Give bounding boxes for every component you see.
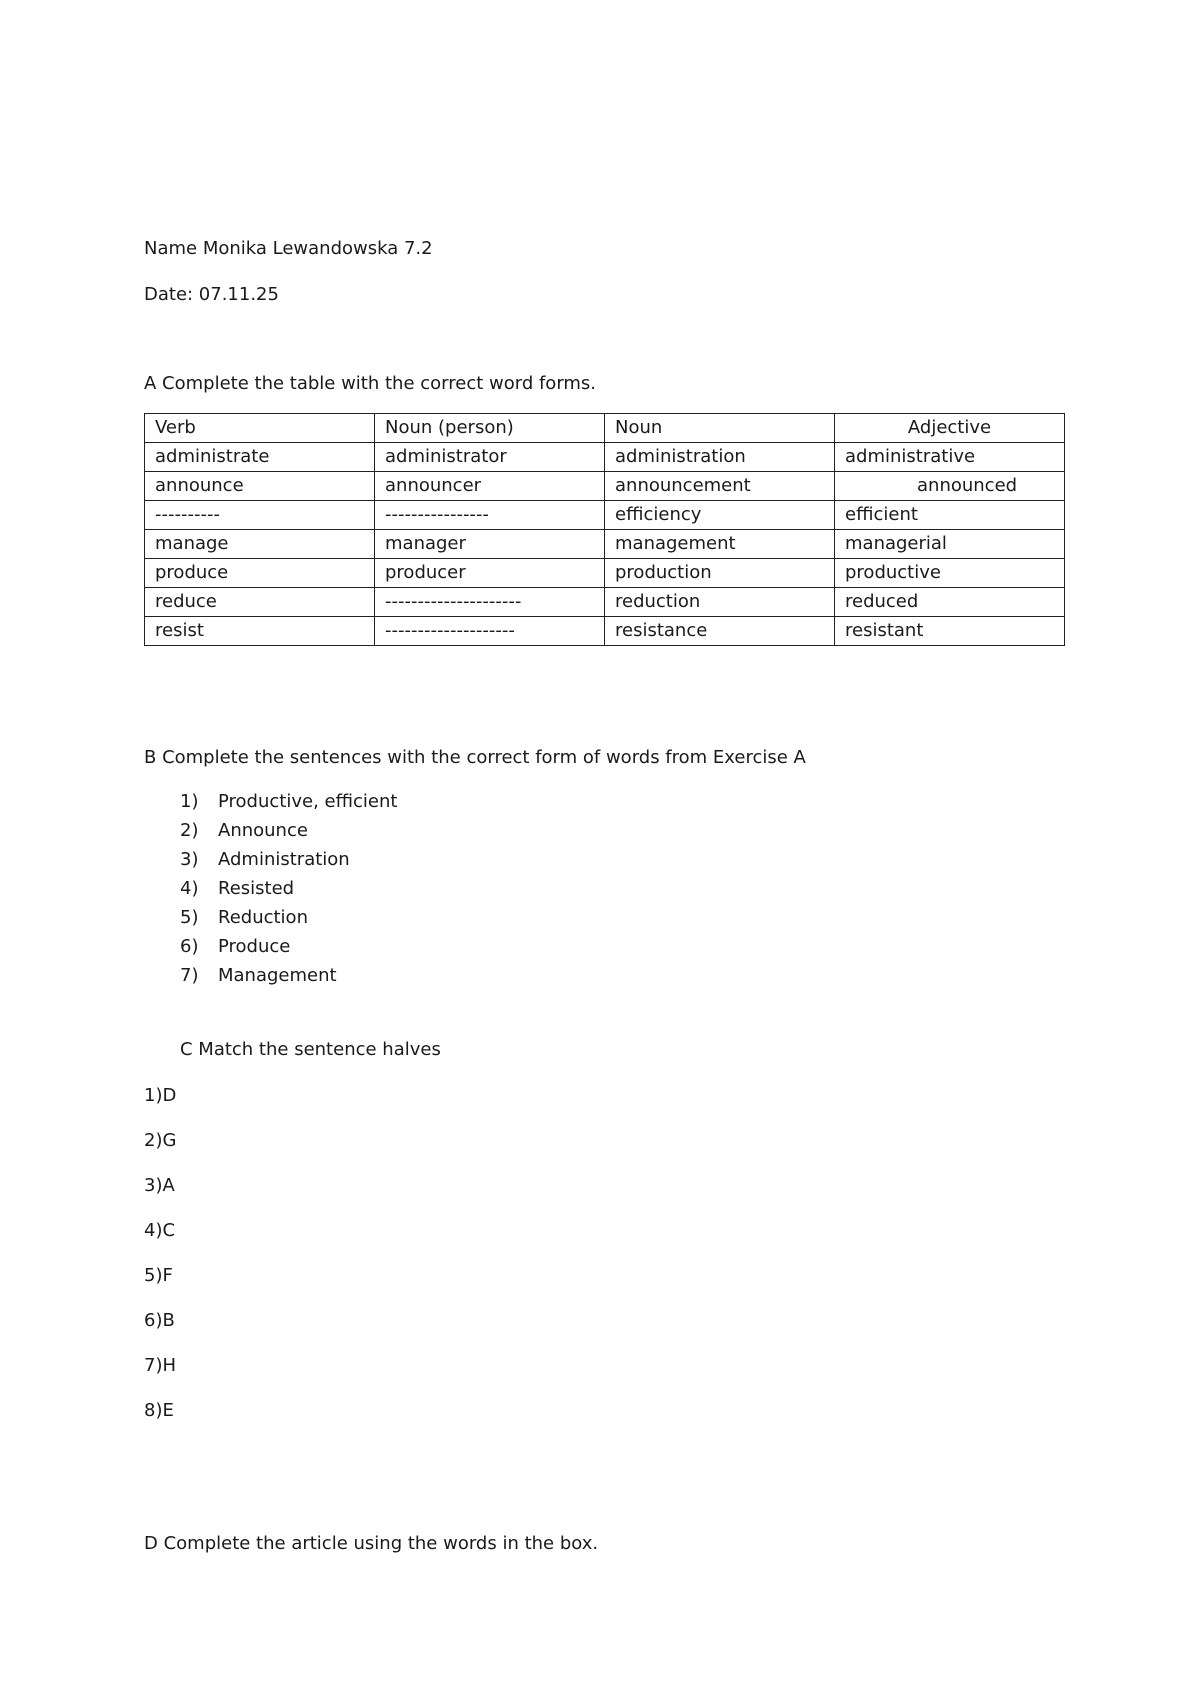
list-item-number: 7) xyxy=(180,965,199,986)
table-header-cell: Noun (person) xyxy=(375,414,605,443)
student-name-line: Name Monika Lewandowska 7.2 xyxy=(144,238,433,259)
match-answer: 2)G xyxy=(144,1130,177,1151)
table-cell: --------------------- xyxy=(375,588,605,617)
table-cell: efficient xyxy=(835,501,1065,530)
section-c-heading: C Match the sentence halves xyxy=(180,1039,441,1060)
section-a-heading: A Complete the table with the correct word forms. xyxy=(144,373,597,394)
section-d-heading: D Complete the article using the words in the box. xyxy=(144,1533,599,1554)
table-header-cell: Verb xyxy=(145,414,375,443)
table-cell: management xyxy=(605,530,835,559)
table-cell: production xyxy=(605,559,835,588)
match-answer: 8)E xyxy=(144,1400,174,1421)
table-header-cell: Noun xyxy=(605,414,835,443)
table-cell: announcement xyxy=(605,472,835,501)
table-cell: produce xyxy=(145,559,375,588)
date-line: Date: 07.11.25 xyxy=(144,284,279,305)
table-cell: administrator xyxy=(375,443,605,472)
table-cell: resistance xyxy=(605,617,835,646)
table-row xyxy=(145,443,1065,472)
match-answer: 7)H xyxy=(144,1355,177,1376)
section-c-answer-list xyxy=(144,1085,176,1445)
table-cell: producer xyxy=(375,559,605,588)
section-b-heading: B Complete the sentences with the correct form of words from Exercise A xyxy=(144,747,806,768)
table-cell: productive xyxy=(835,559,1065,588)
table-cell: manage xyxy=(145,530,375,559)
section-b-answer-list xyxy=(180,791,397,994)
list-item-text: Management xyxy=(218,965,337,986)
table-cell: reduction xyxy=(605,588,835,617)
list-item-number: 6) xyxy=(180,936,199,957)
list-item-number: 4) xyxy=(180,878,199,899)
list-item-text: Announce xyxy=(218,820,308,841)
table-cell: ---------- xyxy=(145,501,375,530)
table-cell: announcer xyxy=(375,472,605,501)
table-row xyxy=(145,472,1065,501)
list-item-number: 5) xyxy=(180,907,199,928)
table-cell: administrative xyxy=(835,443,1065,472)
table-cell: resist xyxy=(145,617,375,646)
list-item-text: Resisted xyxy=(218,878,295,899)
table-cell: announced xyxy=(835,472,1065,501)
table-cell: managerial xyxy=(835,530,1065,559)
table-cell: announce xyxy=(145,472,375,501)
table-header-row xyxy=(145,414,1065,443)
list-item-number: 2) xyxy=(180,820,199,841)
table-row xyxy=(145,501,1065,530)
table-cell: resistant xyxy=(835,617,1065,646)
table-header-cell: Adjective xyxy=(835,414,1065,443)
table-cell: efficiency xyxy=(605,501,835,530)
table-cell: reduced xyxy=(835,588,1065,617)
match-answer: 6)B xyxy=(144,1310,175,1331)
table-row xyxy=(145,530,1065,559)
list-item xyxy=(180,878,397,907)
list-item xyxy=(180,936,397,965)
table-row xyxy=(145,588,1065,617)
list-item xyxy=(180,791,397,820)
list-item-text: Administration xyxy=(218,849,350,870)
list-item xyxy=(180,907,397,936)
table-row xyxy=(145,559,1065,588)
list-item xyxy=(180,965,397,994)
table-row xyxy=(145,617,1065,646)
table-cell: -------------------- xyxy=(375,617,605,646)
list-item-text: Productive, efficient xyxy=(218,791,398,812)
list-item-text: Reduction xyxy=(218,907,308,928)
list-item-number: 1) xyxy=(180,791,199,812)
match-answer: 1)D xyxy=(144,1085,177,1106)
match-answer: 4)C xyxy=(144,1220,176,1241)
word-forms-table xyxy=(144,413,1065,646)
list-item xyxy=(180,849,397,878)
match-answer: 3)A xyxy=(144,1175,175,1196)
table-cell: administration xyxy=(605,443,835,472)
table-cell: ---------------- xyxy=(375,501,605,530)
table-cell: reduce xyxy=(145,588,375,617)
table-cell: administrate xyxy=(145,443,375,472)
list-item-number: 3) xyxy=(180,849,199,870)
list-item xyxy=(180,820,397,849)
match-answer: 5)F xyxy=(144,1265,173,1286)
list-item-text: Produce xyxy=(218,936,291,957)
table-cell: manager xyxy=(375,530,605,559)
